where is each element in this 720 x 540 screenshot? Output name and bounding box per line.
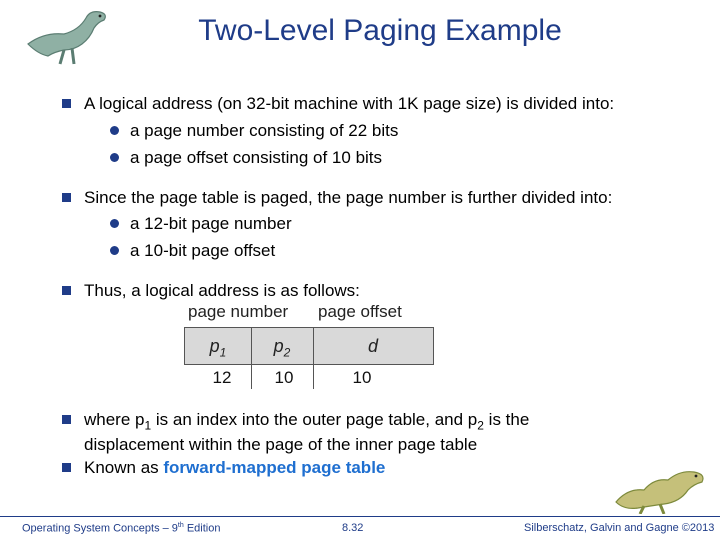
square-bullet-icon <box>62 415 71 424</box>
divider <box>313 327 314 389</box>
term-forward-mapped-page-table: forward-mapped page table <box>163 458 386 477</box>
header-page-number: page number <box>188 302 289 321</box>
bullet-forward-mapped: Known as forward-mapped page table <box>84 458 385 478</box>
footer-book-title: Operating System Concepts – 9th Edition <box>22 522 221 535</box>
square-bullet-icon <box>62 99 71 108</box>
divider <box>251 327 252 389</box>
width-p2: 10 <box>274 368 294 387</box>
dinosaur-logo-icon <box>610 458 714 514</box>
round-bullet-icon <box>110 219 119 228</box>
address-format-diagram <box>184 302 436 392</box>
field-p2: $p_2$ <box>273 336 291 360</box>
footer-slide-number: 8.32 <box>342 522 364 534</box>
square-bullet-icon <box>62 193 71 202</box>
field-d: d <box>367 336 378 356</box>
footer-divider <box>0 516 720 517</box>
round-bullet-icon <box>110 246 119 255</box>
bullet-logical-address: A logical address (on 32-bit machine with 1K page size) is divided into: <box>84 94 614 114</box>
square-bullet-icon <box>62 286 71 295</box>
bullet-where-p1-p2: where $p_1$ is an index into the outer page table, and $p_2$ is the displacement within the page of the inner page table <box>84 410 604 455</box>
bullet-logical-address-format: Thus, a logical address is as follows: <box>84 281 360 301</box>
field-p1: $p_1$ <box>209 336 227 360</box>
sub-bullet: a page offset consisting of 10 bits <box>130 148 382 168</box>
square-bullet-icon <box>62 463 71 472</box>
sub-bullet: a 12-bit page number <box>130 214 292 234</box>
slide-title: Two-Level Paging Example <box>198 14 562 47</box>
bullet-page-table-paged: Since the page table is paged, the page number is further divided into: <box>84 188 612 208</box>
header-page-offset: page offset <box>318 302 402 321</box>
sub-bullet: a page number consisting of 22 bits <box>130 121 398 141</box>
footer-authors: Silberschatz, Galvin and Gagne ©2013 <box>524 522 715 534</box>
address-fields <box>184 327 434 365</box>
round-bullet-icon <box>110 153 119 162</box>
width-d: 10 <box>352 368 372 387</box>
sub-bullet: a 10-bit page offset <box>130 241 275 261</box>
width-p1: 12 <box>212 368 232 387</box>
round-bullet-icon <box>110 126 119 135</box>
